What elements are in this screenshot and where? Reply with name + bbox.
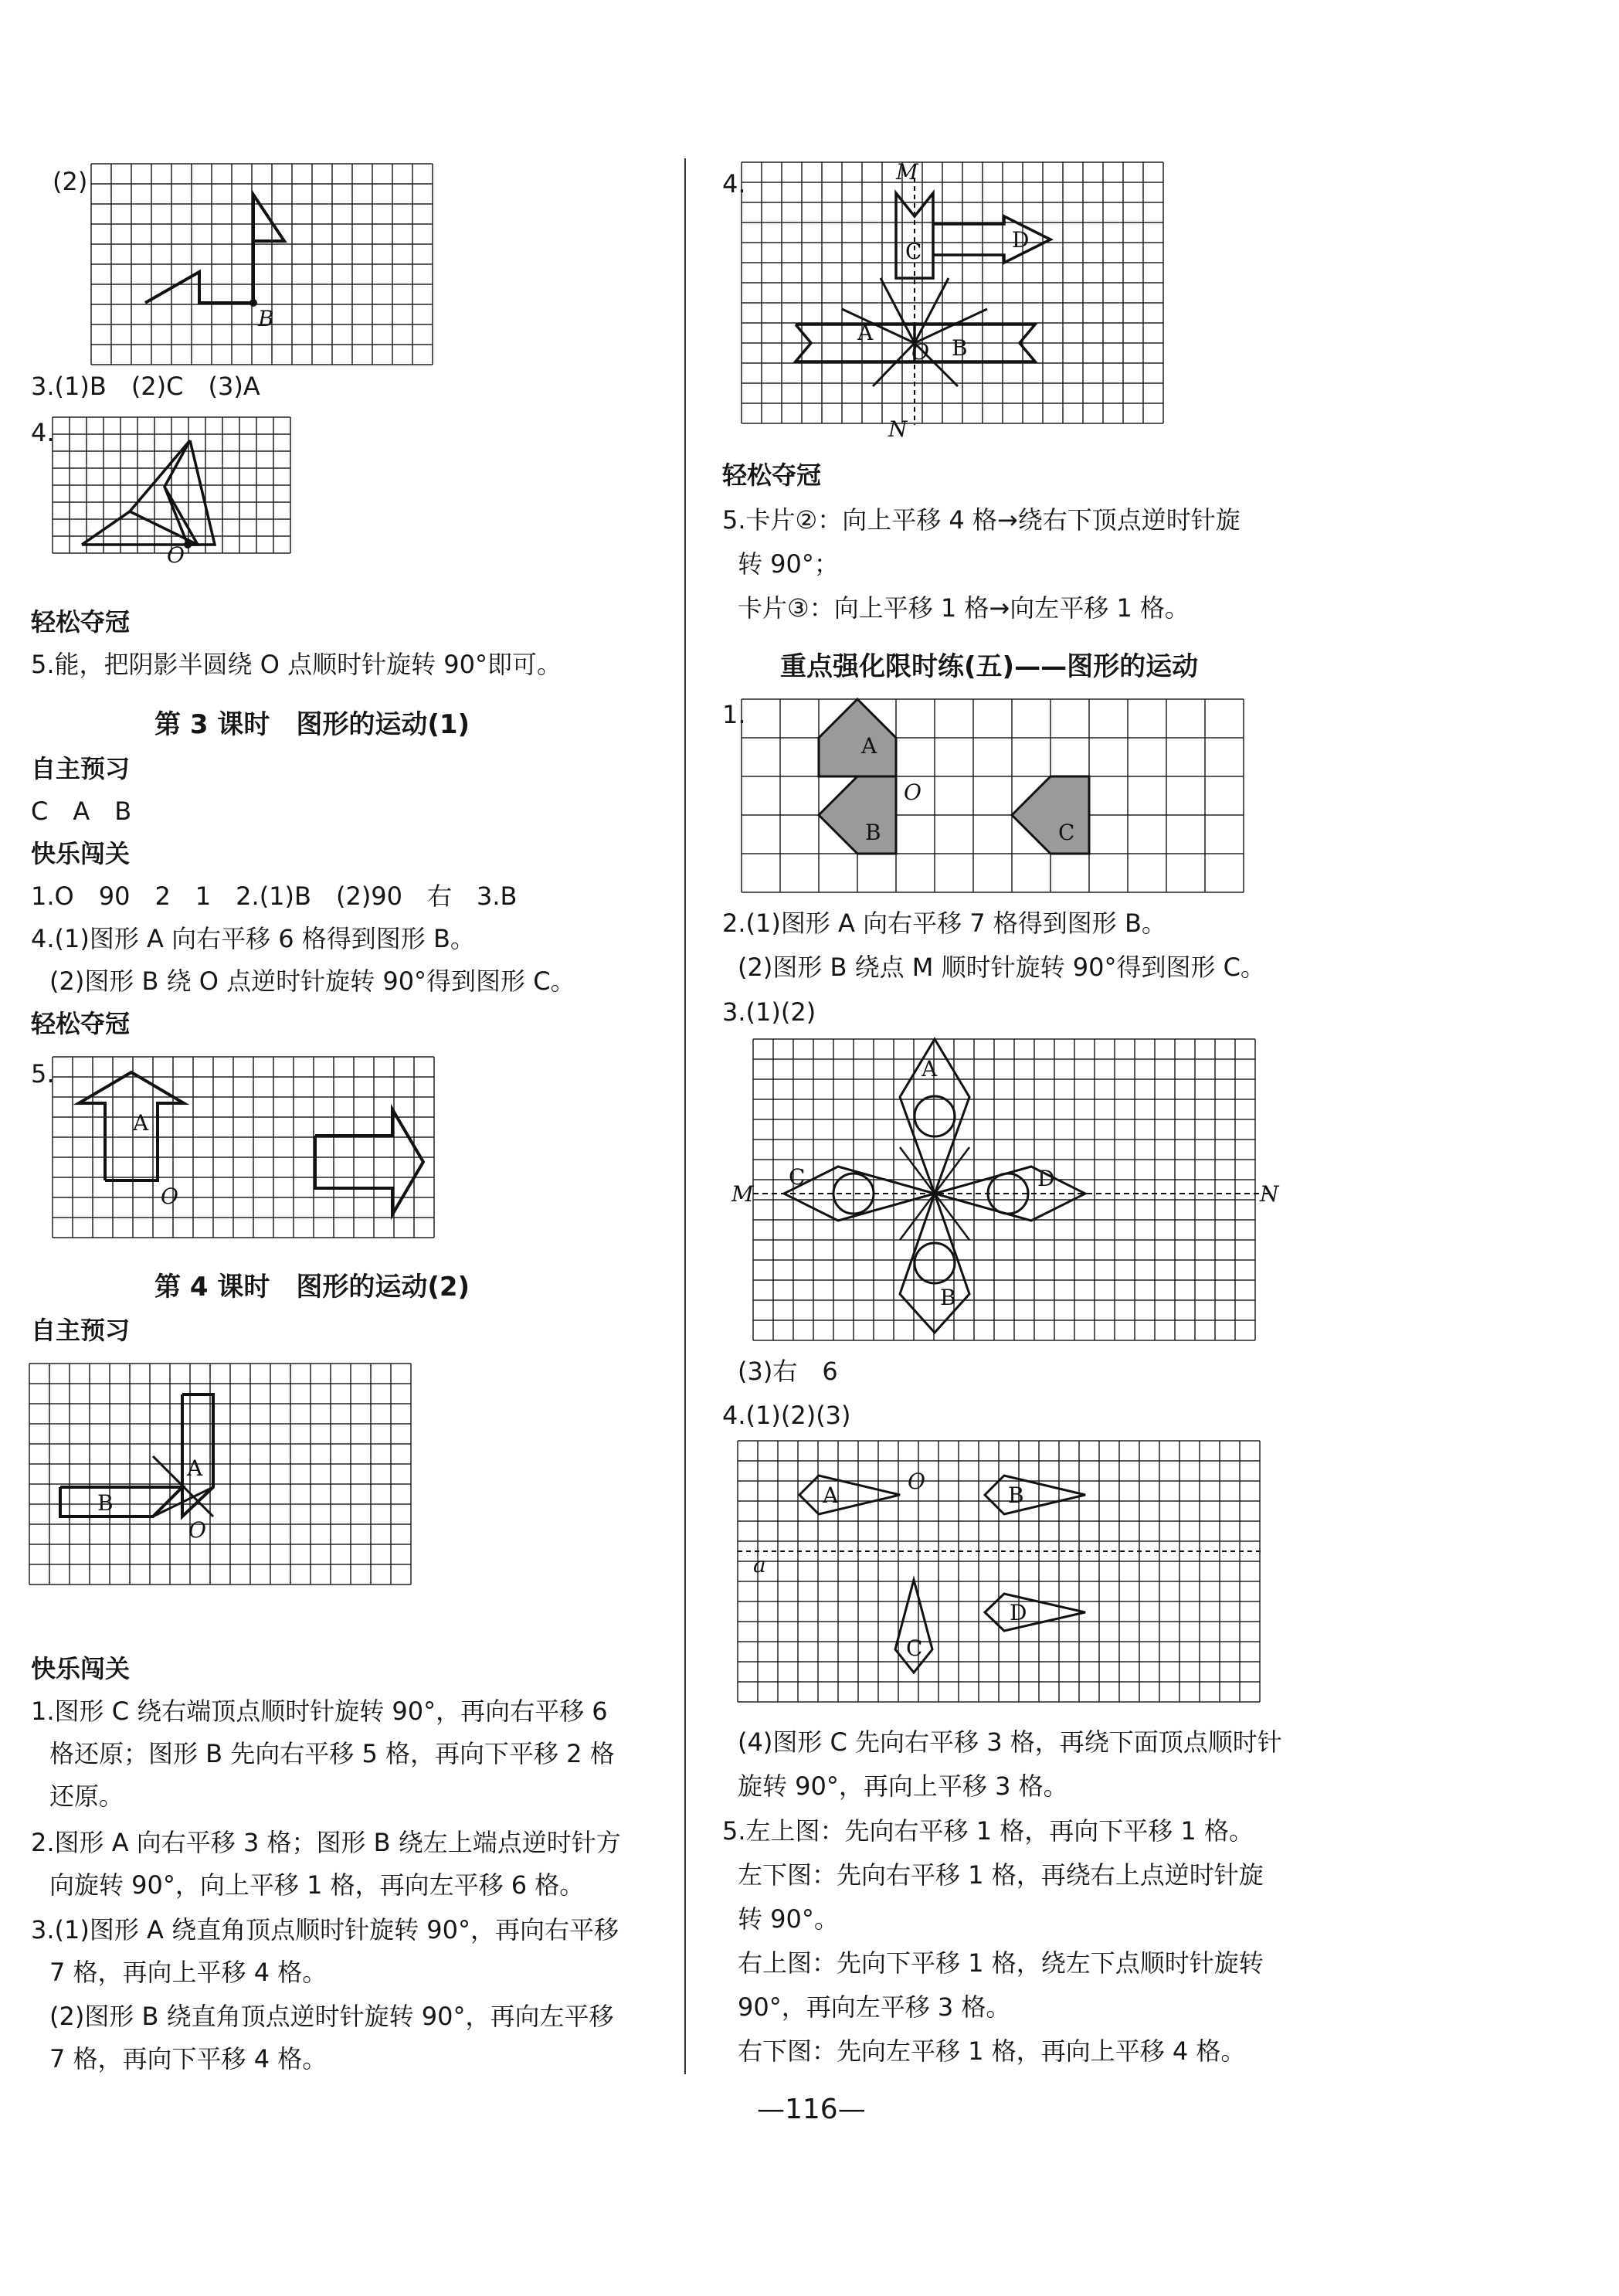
lesson3-easy-heading: 轻松夺冠 (31, 1009, 131, 1038)
label-n: N (1260, 1181, 1279, 1207)
lesson3-preview-answer: C A B (31, 796, 132, 826)
label-o: O (161, 1184, 178, 1209)
p5-line: 右上图：先向下平移 1 格，绕左下点顺时针旋转 (738, 1948, 1264, 1978)
label-a-line: a (753, 1552, 766, 1578)
left-q2-grid-figure (91, 164, 446, 357)
lesson4-line: 1.图形 C 绕右端顶点顺时针旋转 90°，再向右平移 6 (31, 1697, 608, 1726)
label-m: M (731, 1181, 754, 1207)
shaded-a (819, 699, 896, 776)
lesson3-q5-number: 5. (31, 1059, 55, 1089)
p4-grid-figure (738, 1441, 1263, 1711)
grid (742, 699, 1244, 892)
figure-d (933, 216, 1050, 263)
lesson3-q5-grid-figure (53, 1057, 454, 1242)
label-o: O (908, 1469, 925, 1494)
lesson4-line: 2.图形 A 向右平移 3 格；图形 B 绕左上端点逆时针方 (31, 1828, 621, 1857)
lesson4-preview-heading: 自主预习 (31, 1316, 131, 1345)
label-d: D (1012, 227, 1030, 253)
grid (753, 1039, 1255, 1340)
shaded-b (819, 776, 896, 854)
label-n: N (888, 416, 908, 442)
p3-number: 3.(1)(2) (722, 997, 816, 1027)
label-o: O (167, 542, 185, 568)
lesson4-line: 格还原；图形 B 先向右平移 5 格，再向下平移 2 格 (49, 1739, 615, 1768)
right-q4-grid-figure (742, 159, 1174, 442)
label-a: A (857, 320, 874, 345)
p4-line1: (4)图形 C 先向右平移 3 格，再绕下面顶点顺时针 (738, 1727, 1282, 1757)
right-q5-line2: 转 90°； (738, 549, 839, 579)
diamond-b (900, 1194, 969, 1333)
p5-line: 转 90°。 (738, 1904, 839, 1934)
p2-line1: 2.(1)图形 A 向右平移 7 格得到图形 B。 (722, 909, 1166, 938)
label-b: B (940, 1285, 956, 1310)
label-o: O (911, 339, 929, 365)
label-a: A (861, 733, 877, 759)
left-q2-number: (2) (53, 167, 88, 196)
lesson3-title: 第 3 课时 图形的运动(1) (154, 709, 470, 740)
label-o: O (904, 779, 922, 805)
label-a: A (133, 1110, 149, 1136)
lesson4-line: (2)图形 B 绕直角顶点逆时针旋转 90°，再向左平移 (49, 2002, 614, 2031)
lesson4-line: 还原。 (49, 1781, 124, 1811)
lesson3-happy-heading: 快乐闯关 (31, 839, 131, 868)
grid (91, 164, 433, 365)
label-a: A (922, 1056, 938, 1082)
right-q4-number: 4. (722, 169, 746, 199)
kite-d (985, 1594, 1085, 1631)
figure-shape (145, 195, 284, 303)
left-q3-answer: 3.(1)B (2)C (3)A (31, 372, 260, 401)
left-q4-grid-figure (53, 417, 292, 572)
lesson4-line: 7 格，再向上平移 4 格。 (49, 1958, 328, 1987)
figure-triangle-3 (190, 440, 215, 545)
p1-number: 1. (722, 700, 746, 729)
left-q5-answer: 5.能，把阴影半圆绕 O 点顺时针旋转 90°即可。 (31, 650, 562, 679)
label-m: M (896, 159, 918, 185)
page-number: —116— (757, 2094, 866, 2125)
p3-grid-figure (731, 1039, 1279, 1340)
grid (742, 162, 1163, 423)
p5-line: 右下图：先向左平移 1 格，再向上平移 4 格。 (738, 2036, 1246, 2066)
label-c: C (789, 1164, 806, 1190)
label-a: A (187, 1455, 203, 1481)
label-b: B (97, 1490, 114, 1516)
p5-line: 90°，再向左平移 3 格。 (738, 1992, 1011, 2022)
p1-grid-figure (742, 699, 1244, 892)
arrow-figure-rotated (315, 1109, 423, 1214)
label-c: C (1058, 820, 1075, 845)
lesson3-q1-answer: 1.O 90 2 1 2.(1)B (2)90 右 3.B (31, 881, 518, 911)
right-q5-line3: 卡片③：向上平移 1 格→向左平移 1 格。 (738, 593, 1190, 623)
label-c: C (905, 239, 922, 264)
shaded-c (1012, 776, 1089, 854)
lesson4-happy-heading: 快乐闯关 (31, 1654, 131, 1683)
label-c: C (906, 1635, 923, 1661)
label-d: D (1037, 1166, 1055, 1191)
lesson4-line: 向旋转 90°，向上平移 1 格，再向左平移 6 格。 (49, 1870, 585, 1900)
lesson3-q4-line2: (2)图形 B 绕 O 点逆时针旋转 90°得到图形 C。 (49, 966, 575, 996)
left-q4-number: 4. (31, 418, 55, 447)
p4-line2: 旋转 90°，再向上平移 3 格。 (738, 1771, 1068, 1801)
label-o: O (188, 1517, 206, 1543)
p5-line: 5.左上图：先向右平移 1 格，再向下平移 1 格。 (722, 1816, 1254, 1846)
label-b: B (258, 306, 274, 331)
label-b: B (1008, 1483, 1024, 1508)
grid (29, 1364, 411, 1584)
arrow-figure-a (79, 1072, 184, 1180)
lesson3-preview-heading: 自主预习 (31, 754, 131, 783)
right-easy-heading: 轻松夺冠 (722, 460, 822, 490)
p2-line2: (2)图形 B 绕点 M 顺时针旋转 90°得到图形 C。 (738, 953, 1265, 982)
section-title: 重点强化限时练(五)——图形的运动 (780, 651, 1199, 682)
lesson4-line: 3.(1)图形 A 绕直角顶点顺时针旋转 90°，再向右平移 (31, 1915, 619, 1944)
label-a: A (823, 1483, 839, 1508)
p3-answer: (3)右 6 (738, 1357, 838, 1386)
lesson3-q4-line1: 4.(1)图形 A 向右平移 6 格得到图形 B。 (31, 924, 475, 953)
column-divider (684, 158, 686, 2074)
right-q5-line1: 5.卡片②：向上平移 4 格→绕右下顶点逆时针旋 (722, 505, 1241, 535)
lesson4-preview-grid-figure (29, 1364, 400, 1603)
label-b: B (952, 335, 968, 361)
point-b (249, 299, 257, 307)
p4-number: 4.(1)(2)(3) (722, 1401, 851, 1430)
label-d: D (1010, 1600, 1027, 1625)
p5-line: 左下图：先向右平移 1 格，再绕右上点逆时针旋 (738, 1860, 1264, 1890)
left-easy-heading-1: 轻松夺冠 (31, 607, 131, 637)
lesson4-title: 第 4 课时 图形的运动(2) (154, 1272, 470, 1303)
lesson4-line: 7 格，再向下平移 4 格。 (49, 2044, 328, 2074)
label-b: B (865, 820, 881, 845)
